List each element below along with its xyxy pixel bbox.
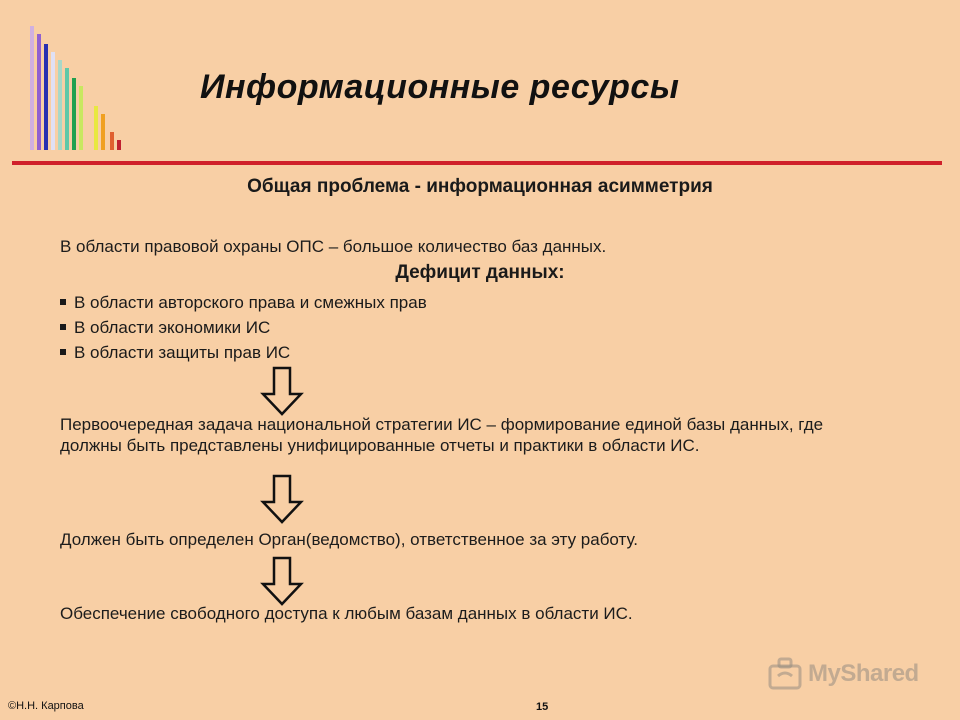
deco-bar [110, 132, 114, 150]
down-arrow-icon [260, 366, 304, 416]
list-item-text: В области защиты прав ИС [74, 343, 291, 362]
list-item [60, 290, 427, 315]
decorative-bars [28, 24, 128, 150]
deco-bar [44, 44, 48, 150]
list-item-text: В области авторского права и смежных прав [74, 293, 427, 312]
deco-bar [79, 86, 83, 150]
deco-bar [37, 34, 41, 150]
briefcase-logo-icon [768, 656, 802, 692]
step3-text: Обеспечение свободного доступа к любым базам данных в области ИС. [60, 604, 633, 623]
bullet-square-icon [60, 324, 66, 330]
deco-bar [101, 114, 105, 150]
deco-bar [51, 52, 55, 150]
deco-bar [58, 60, 62, 150]
title-divider [12, 161, 942, 165]
list-item [60, 315, 427, 340]
list-item-text: В области экономики ИС [74, 318, 271, 337]
deco-bar [65, 68, 69, 150]
page-number: 15 [536, 701, 549, 713]
bullet-square-icon [60, 349, 66, 355]
deco-bar [30, 26, 34, 150]
deficit-heading: Дефицит данных: [395, 262, 565, 283]
bullet-square-icon [60, 299, 66, 305]
deco-bar [72, 78, 76, 150]
step2-text: Должен быть определен Орган(ведомство), ответственное за эту работу. [60, 530, 639, 549]
down-arrow-icon [260, 556, 304, 606]
deficit-list [60, 290, 427, 365]
step1-text: Первоочередная задача национальной стратегии ИС – формирование единой базы данных, где должны быть представлены унифицированные отчеты и практики в области ИС. [60, 415, 824, 455]
list-item [60, 340, 427, 365]
deco-bar [117, 140, 121, 150]
slide-title: Информационные ресурсы [200, 68, 680, 106]
slide-subtitle: Общая проблема - информационная асимметрия [247, 176, 713, 197]
watermark [768, 656, 928, 694]
footer-author: ©Н.Н. Карпова [8, 700, 84, 712]
intro-text: В области правовой охраны ОПС – большое количество баз данных. [60, 237, 607, 256]
down-arrow-icon [260, 474, 304, 524]
deco-bar [94, 106, 98, 150]
watermark-text: MyShared [808, 660, 919, 687]
